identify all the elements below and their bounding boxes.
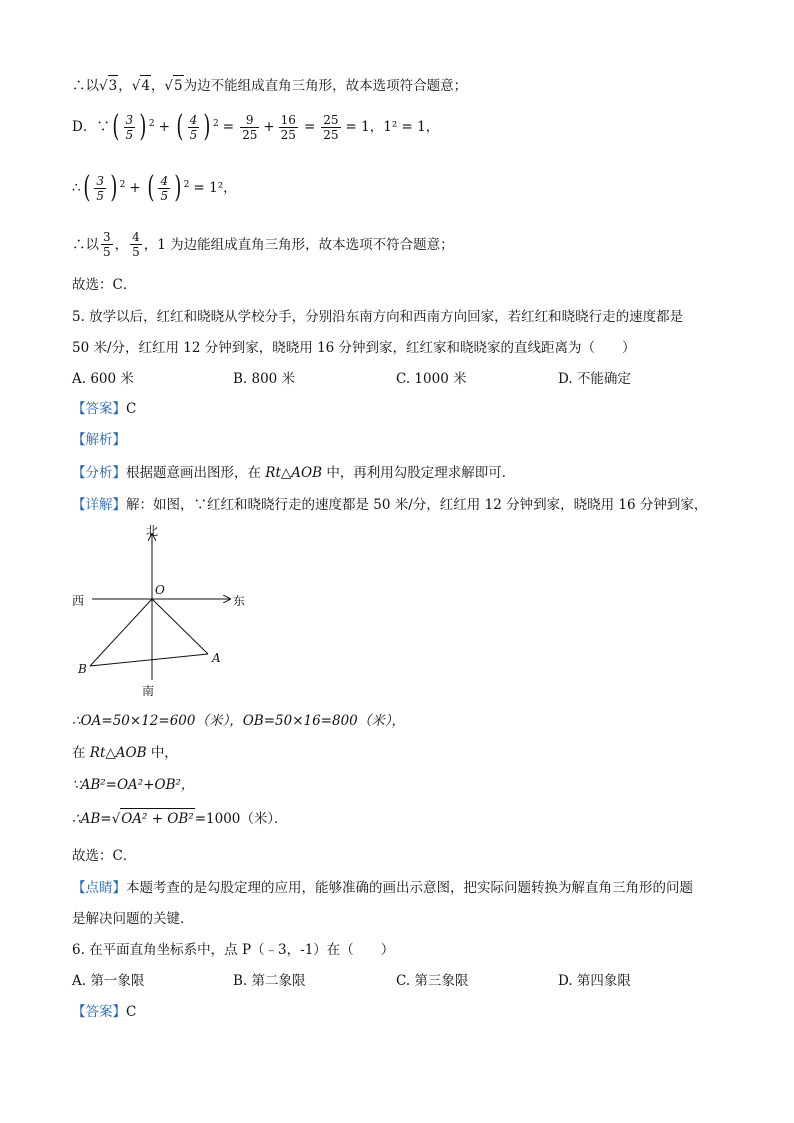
sqrt-5: √5 bbox=[164, 78, 183, 94]
q5-step4: ∴AB=√OA² + OB²=1000（米）． bbox=[72, 808, 288, 829]
q5-answer: 【答案】C bbox=[72, 401, 137, 417]
q5-stem-line2: 50 米/分，红红用 12 分钟到家，晓晓用 16 分钟到家，红红家和晓晓家的直线距离为（ ） bbox=[72, 340, 636, 356]
option-d-equation: D．∵ ( $\frac{3}{5}$ ) $^2$ + ( $\frac{4}{5}$ ) $^2$ = $\frac{9}{25}$ + $\frac{16}{25}$ = $\frac{25}{25}$ = 1，1² = 1， bbox=[72, 109, 440, 144]
q5-option-d: D. 不能确定 bbox=[558, 371, 631, 387]
q5-detail: 【详解】解：如图，∵红红和晓晓行走的速度都是 50 米/分，红红用 12 分钟到家，晓晓用 16 分钟到家， bbox=[72, 497, 708, 513]
sqrt-conclusion-line: ∴以√3，√4，√5为边不能组成直角三角形，故本选项符合题意； bbox=[72, 75, 467, 96]
compass-triangle-figure bbox=[60, 520, 260, 700]
q6-option-a: A. 第一象限 bbox=[72, 973, 145, 989]
form-triangle-line: ∴以 $\frac{3}{5}$ ， $\frac{4}{5}$ ，1 为边能组成直角三角形，故本选项不符合题意； bbox=[72, 230, 454, 259]
sqrt-3: √3 bbox=[99, 78, 118, 94]
segment-ab bbox=[90, 654, 208, 666]
q6-option-b: B. 第二象限 bbox=[233, 973, 306, 989]
label-north: 北 bbox=[146, 524, 159, 538]
q5-step2: 在 Rt△AOB 中， bbox=[72, 745, 178, 761]
label-a: A bbox=[212, 651, 221, 665]
label-west: 西 bbox=[72, 594, 85, 608]
q5-step1: ∴OA=50×12=600（米），OB=50×16=800（米）， bbox=[72, 713, 406, 729]
label-east: 东 bbox=[233, 594, 246, 608]
label-south: 南 bbox=[142, 684, 155, 698]
q5-option-a: A. 600 米 bbox=[72, 371, 134, 387]
q5-analysis-tag: 【解析】 bbox=[72, 432, 126, 448]
fraction-3-5: $\frac{3}{5}$ bbox=[125, 112, 134, 142]
q6-answer: 【答案】C bbox=[72, 1004, 137, 1020]
sqrt-4: √4 bbox=[132, 78, 151, 94]
q5-fenxi: 【分析】根据题意画出图形，在 Rt△AOB 中，再利用勾股定理求解即可． bbox=[72, 465, 516, 481]
q5-option-c: C. 1000 米 bbox=[396, 371, 467, 387]
q6-stem: 6. 在平面直角坐标系中，点 P（﹣3，-1）在（ ） bbox=[72, 942, 395, 958]
q5-step3: ∵AB²=OA²+OB²， bbox=[72, 777, 195, 793]
q5-dianjing-2: 是解决问题的关键． bbox=[72, 911, 194, 927]
q5-choose: 故选：C． bbox=[72, 848, 137, 864]
label-b: B bbox=[78, 662, 87, 676]
segment-oa bbox=[152, 599, 208, 654]
q5-stem-line1: 5. 放学以后，红红和晓晓从学校分手，分别沿东南方向和西南方向回家，若红红和晓晓行走的速度都是 bbox=[72, 309, 684, 325]
q6-option-d: D. 第四象限 bbox=[558, 973, 631, 989]
q5-option-b: B. 800 米 bbox=[233, 371, 296, 387]
q4-choose: 故选：C． bbox=[72, 277, 137, 293]
segment-ob bbox=[90, 599, 152, 666]
fraction-4-5: $\frac{4}{5}$ bbox=[189, 112, 198, 142]
therefore-equation: ∴ ( $\frac{3}{5}$ ) $^2$ + ( $\frac{4}{5}$ ) $^2$ = 1²， bbox=[72, 170, 237, 205]
q6-option-c: C. 第三象限 bbox=[396, 973, 469, 989]
label-o: O bbox=[155, 583, 165, 597]
text: ∴以 bbox=[72, 78, 99, 94]
q5-dianjing-1: 【点睛】本题考查的是勾股定理的应用，能够准确的画出示意图，把实际问题转换为解直角三角形的问题 bbox=[72, 880, 693, 896]
